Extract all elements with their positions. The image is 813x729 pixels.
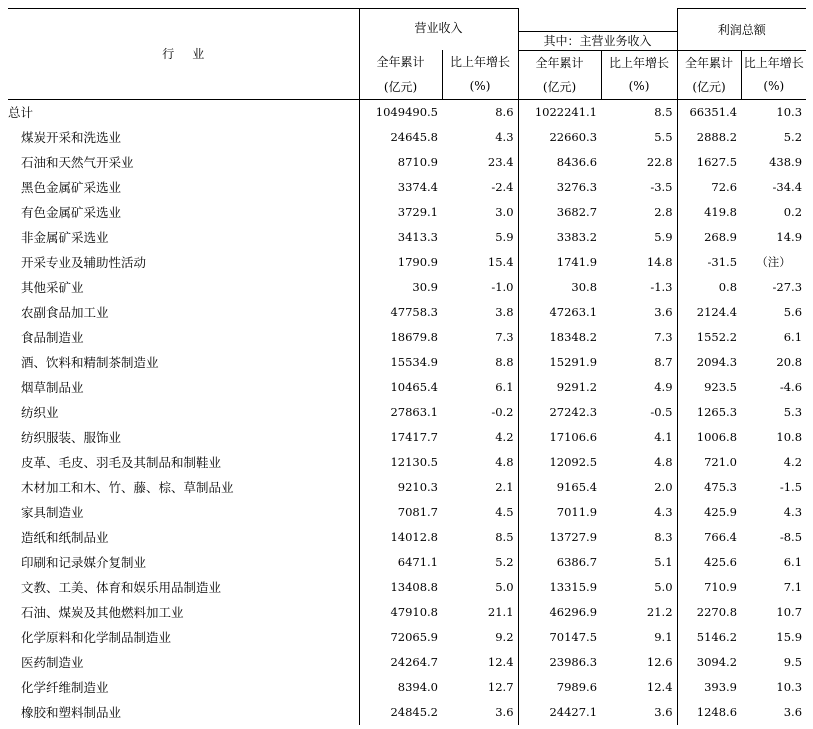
cell-revenue-yoy: 5.0 [442, 575, 518, 600]
cell-industry-name: 木材加工和木、竹、藤、棕、草制品业 [21, 480, 234, 495]
cell-revenue-ytd: 47910.8 [359, 600, 442, 625]
table-row [8, 475, 806, 500]
cell-revenue-ytd: 9210.3 [359, 475, 442, 500]
cell-profit-ytd: 1627.5 [696, 155, 738, 169]
cell-revenue-yoy: -2.4 [442, 175, 518, 200]
cell-industry-name: 文教、工美、体育和娱乐用品制造业 [21, 580, 222, 595]
table-row [8, 675, 806, 700]
header-revenue-yoy: 比上年增长 [442, 50, 518, 74]
cell-main-revenue-ytd: 70147.5 [549, 630, 598, 644]
cell-industry-name: 石油、煤炭及其他燃料加工业 [21, 605, 184, 620]
cell-industry-name: 纺织服装、服饰业 [21, 430, 122, 445]
cell-industry-name: 煤炭开采和洗选业 [21, 130, 122, 145]
cell-industry-name: 有色金属矿采选业 [21, 205, 122, 220]
cell-industry-name: 造纸和纸制品业 [21, 530, 109, 545]
cell-revenue-ytd: 72065.9 [359, 625, 442, 650]
cell-main-revenue-yoy: -3.5 [601, 175, 677, 200]
cell-revenue-yoy: 3.8 [442, 300, 518, 325]
cell-main-revenue-yoy: 8.5 [601, 99, 677, 125]
cell-industry-name: 开采专业及辅助性活动 [21, 255, 147, 270]
table-row [8, 325, 806, 350]
cell-revenue-yoy: 5.9 [442, 225, 518, 250]
cell-revenue-ytd: 17417.7 [359, 425, 442, 450]
cell-main-revenue-yoy: 5.1 [601, 550, 677, 575]
cell-profit-ytd: 1248.6 [696, 705, 738, 719]
cell-revenue-yoy: 2.1 [442, 475, 518, 500]
cell-revenue-ytd: 24645.8 [359, 125, 442, 150]
cell-profit-yoy: -4.6 [779, 380, 803, 394]
cell-main-revenue-ytd: 47263.1 [549, 305, 598, 319]
cell-revenue-ytd: 24264.7 [359, 650, 442, 675]
table-row [8, 250, 806, 275]
cell-main-revenue-ytd: 13315.9 [549, 580, 598, 594]
cell-profit-yoy: 0.2 [783, 205, 803, 219]
cell-revenue-ytd: 7081.7 [359, 500, 442, 525]
cell-main-revenue-ytd: 23986.3 [549, 655, 598, 669]
cell-main-revenue-yoy: 2.8 [601, 200, 677, 225]
cell-profit-yoy: 14.9 [776, 230, 803, 244]
cell-industry-name: 非金属矿采选业 [21, 230, 109, 245]
cell-main-revenue-yoy: 5.9 [601, 225, 677, 250]
table-row [8, 300, 806, 325]
cell-main-revenue-yoy: 9.1 [601, 625, 677, 650]
cell-revenue-yoy: -1.0 [442, 275, 518, 300]
cell-revenue-yoy: 3.6 [442, 700, 518, 725]
table-row [8, 350, 806, 375]
cell-revenue-yoy: 15.4 [442, 250, 518, 275]
header-unit-yi: (亿元) [518, 74, 601, 100]
cell-main-revenue-ytd: 17106.6 [549, 430, 598, 444]
cell-profit-ytd: 766.4 [704, 530, 738, 544]
cell-main-revenue-ytd: 1741.9 [556, 255, 598, 269]
cell-revenue-yoy: 6.1 [442, 375, 518, 400]
cell-main-revenue-ytd: 9291.2 [556, 380, 598, 394]
cell-profit-ytd: 72.6 [711, 180, 738, 194]
cell-main-revenue-ytd: 8436.6 [556, 155, 598, 169]
cell-industry-name: 印刷和记录媒介复制业 [21, 555, 147, 570]
header-unit-pct: (%) [442, 74, 518, 100]
cell-revenue-ytd: 1049490.5 [359, 99, 442, 125]
cell-industry-name: 总计 [8, 105, 34, 120]
header-unit-yi: (亿元) [359, 74, 442, 100]
cell-main-revenue-yoy: 8.7 [601, 350, 677, 375]
cell-main-revenue-yoy: -0.5 [601, 400, 677, 425]
cell-main-revenue-yoy: -1.3 [601, 275, 677, 300]
cell-profit-ytd: 923.5 [704, 380, 738, 394]
header-profit-yoy: 比上年增长 [741, 50, 806, 74]
cell-main-revenue-ytd: 27242.3 [549, 405, 598, 419]
cell-industry-name: 橡胶和塑料制品业 [21, 705, 122, 720]
cell-main-revenue-yoy: 21.2 [601, 600, 677, 625]
cell-profit-ytd: 3094.2 [696, 655, 738, 669]
table-row [8, 125, 806, 150]
table-row [8, 550, 806, 575]
table-row [8, 225, 806, 250]
cell-main-revenue-yoy: 5.5 [601, 125, 677, 150]
cell-revenue-yoy: 4.8 [442, 450, 518, 475]
cell-profit-ytd: 2094.3 [696, 355, 738, 369]
header-profit-ytd: 全年累计 [677, 50, 741, 74]
cell-main-revenue-ytd: 15291.9 [549, 355, 598, 369]
cell-profit-yoy: 20.8 [776, 355, 803, 369]
cell-main-revenue-ytd: 1022241.1 [534, 105, 598, 119]
header-revenue-ytd: 全年累计 [359, 50, 442, 74]
table-row [8, 625, 806, 650]
cell-profit-yoy: 10.3 [776, 105, 803, 119]
cell-main-revenue-yoy: 3.6 [601, 300, 677, 325]
cell-main-revenue-ytd: 3383.2 [556, 230, 598, 244]
table-row [8, 400, 806, 425]
cell-profit-ytd: 66351.4 [689, 105, 738, 119]
cell-profit-yoy: 10.3 [776, 680, 803, 694]
cell-main-revenue-ytd: 30.8 [571, 280, 598, 294]
cell-revenue-ytd: 8394.0 [359, 675, 442, 700]
cell-main-revenue-yoy: 3.6 [601, 700, 677, 725]
cell-revenue-ytd: 30.9 [359, 275, 442, 300]
cell-main-revenue-ytd: 18348.2 [549, 330, 598, 344]
cell-profit-ytd: 5146.2 [696, 630, 738, 644]
cell-revenue-yoy: 21.1 [442, 600, 518, 625]
header-main-ytd: 全年累计 [518, 50, 601, 74]
cell-profit-yoy: -8.5 [779, 530, 803, 544]
cell-industry-name: 食品制造业 [21, 330, 84, 345]
cell-profit-yoy: 4.2 [783, 455, 803, 469]
table-row [8, 600, 806, 625]
cell-main-revenue-yoy: 14.8 [601, 250, 677, 275]
cell-revenue-ytd: 47758.3 [359, 300, 442, 325]
cell-profit-ytd: 419.8 [704, 205, 738, 219]
header-unit-yi: (亿元) [677, 74, 741, 100]
cell-industry-name: 医药制造业 [21, 655, 84, 670]
table-body [8, 99, 806, 725]
cell-revenue-yoy: 4.3 [442, 125, 518, 150]
cell-profit-yoy: 9.5 [783, 655, 803, 669]
cell-profit-ytd: 1006.8 [696, 430, 738, 444]
cell-main-revenue-yoy: 7.3 [601, 325, 677, 350]
table-row [8, 700, 806, 725]
cell-main-revenue-ytd: 6386.7 [556, 555, 598, 569]
cell-revenue-yoy: 3.0 [442, 200, 518, 225]
industry-statistics-table [8, 8, 806, 725]
cell-profit-yoy: （注） [756, 255, 791, 269]
cell-revenue-ytd: 18679.8 [359, 325, 442, 350]
table-header [8, 9, 806, 100]
table-row [8, 575, 806, 600]
cell-profit-ytd: 2124.4 [696, 305, 738, 319]
cell-profit-yoy: 10.8 [776, 430, 803, 444]
cell-revenue-yoy: -0.2 [442, 400, 518, 425]
cell-main-revenue-yoy: 4.1 [601, 425, 677, 450]
cell-revenue-ytd: 3729.1 [359, 200, 442, 225]
cell-main-revenue-ytd: 3276.3 [556, 180, 598, 194]
cell-revenue-yoy: 23.4 [442, 150, 518, 175]
cell-profit-yoy: 438.9 [769, 155, 803, 169]
cell-profit-ytd: 425.9 [704, 505, 738, 519]
cell-profit-ytd: 268.9 [704, 230, 738, 244]
cell-revenue-ytd: 14012.8 [359, 525, 442, 550]
cell-main-revenue-yoy: 22.8 [601, 150, 677, 175]
cell-profit-ytd: 393.9 [704, 680, 738, 694]
cell-revenue-ytd: 15534.9 [359, 350, 442, 375]
cell-industry-name: 石油和天然气开采业 [21, 155, 134, 170]
cell-revenue-ytd: 10465.4 [359, 375, 442, 400]
cell-main-revenue-yoy: 12.6 [601, 650, 677, 675]
table-row [8, 450, 806, 475]
cell-industry-name: 其他采矿业 [21, 280, 84, 295]
cell-profit-yoy: 5.2 [783, 130, 803, 144]
cell-revenue-yoy: 4.2 [442, 425, 518, 450]
cell-revenue-ytd: 8710.9 [359, 150, 442, 175]
cell-profit-yoy: -27.3 [772, 280, 803, 294]
cell-profit-ytd: 721.0 [704, 455, 738, 469]
cell-profit-ytd: 0.8 [718, 280, 738, 294]
cell-main-revenue-yoy: 2.0 [601, 475, 677, 500]
table-row [8, 99, 806, 125]
table-row [8, 375, 806, 400]
cell-profit-yoy: 15.9 [776, 630, 803, 644]
cell-revenue-yoy: 8.8 [442, 350, 518, 375]
cell-main-revenue-ytd: 13727.9 [549, 530, 598, 544]
cell-revenue-ytd: 3374.4 [359, 175, 442, 200]
table-row [8, 275, 806, 300]
cell-main-revenue-yoy: 5.0 [601, 575, 677, 600]
cell-industry-name: 酒、饮料和精制茶制造业 [21, 355, 159, 370]
cell-revenue-yoy: 5.2 [442, 550, 518, 575]
cell-profit-yoy: -1.5 [779, 480, 803, 494]
cell-industry-name: 化学纤维制造业 [21, 680, 109, 695]
cell-main-revenue-ytd: 24427.1 [549, 705, 598, 719]
table-row [8, 200, 806, 225]
cell-profit-yoy: 5.6 [783, 305, 803, 319]
cell-industry-name: 烟草制品业 [21, 380, 84, 395]
cell-profit-yoy: 6.1 [783, 555, 803, 569]
cell-industry-name: 皮革、毛皮、羽毛及其制品和制鞋业 [21, 455, 222, 470]
cell-main-revenue-yoy: 8.3 [601, 525, 677, 550]
table-row [8, 650, 806, 675]
cell-profit-yoy: 6.1 [783, 330, 803, 344]
cell-revenue-ytd: 1790.9 [359, 250, 442, 275]
cell-profit-ytd: 710.9 [704, 580, 738, 594]
cell-main-revenue-ytd: 7011.9 [556, 505, 598, 519]
cell-revenue-yoy: 8.6 [442, 99, 518, 125]
cell-profit-yoy: 5.3 [783, 405, 803, 419]
cell-profit-yoy: 7.1 [783, 580, 803, 594]
header-revenue: 营业收入 [359, 9, 518, 51]
cell-main-revenue-ytd: 12092.5 [549, 455, 598, 469]
cell-main-revenue-ytd: 46296.9 [549, 605, 598, 619]
cell-profit-ytd: 1265.3 [696, 405, 738, 419]
cell-profit-ytd: 425.6 [704, 555, 738, 569]
cell-main-revenue-ytd: 22660.3 [549, 130, 598, 144]
table-row [8, 500, 806, 525]
cell-main-revenue-ytd: 7989.6 [556, 680, 598, 694]
table-row [8, 525, 806, 550]
header-industry: 行业 [8, 9, 359, 100]
cell-profit-yoy: 4.3 [783, 505, 803, 519]
cell-revenue-ytd: 24845.2 [359, 700, 442, 725]
cell-industry-name: 家具制造业 [21, 505, 84, 520]
cell-revenue-yoy: 12.7 [442, 675, 518, 700]
cell-profit-yoy: 3.6 [783, 705, 803, 719]
cell-revenue-yoy: 7.3 [442, 325, 518, 350]
cell-main-revenue-yoy: 4.9 [601, 375, 677, 400]
header-unit-pct: (%) [741, 74, 806, 100]
cell-main-revenue-yoy: 4.3 [601, 500, 677, 525]
header-spacer [518, 9, 677, 32]
cell-revenue-yoy: 4.5 [442, 500, 518, 525]
cell-profit-ytd: 2888.2 [696, 130, 738, 144]
cell-profit-ytd: -31.5 [707, 255, 738, 269]
cell-revenue-ytd: 13408.8 [359, 575, 442, 600]
cell-revenue-ytd: 27863.1 [359, 400, 442, 425]
cell-profit-ytd: 475.3 [704, 480, 738, 494]
cell-industry-name: 化学原料和化学制品制造业 [21, 630, 172, 645]
cell-main-revenue-ytd: 3682.7 [556, 205, 598, 219]
cell-main-revenue-yoy: 12.4 [601, 675, 677, 700]
cell-revenue-yoy: 8.5 [442, 525, 518, 550]
header-main-yoy: 比上年增长 [601, 50, 677, 74]
table-row [8, 150, 806, 175]
header-unit-pct: (%) [601, 74, 677, 100]
cell-revenue-yoy: 9.2 [442, 625, 518, 650]
cell-profit-ytd: 2270.8 [696, 605, 738, 619]
cell-industry-name: 农副食品加工业 [21, 305, 109, 320]
cell-revenue-ytd: 3413.3 [359, 225, 442, 250]
header-main-revenue: 其中：主营业务收入 [518, 31, 677, 50]
header-profit: 利润总额 [677, 9, 806, 51]
cell-profit-yoy: -34.4 [772, 180, 803, 194]
cell-revenue-ytd: 6471.1 [359, 550, 442, 575]
cell-revenue-ytd: 12130.5 [359, 450, 442, 475]
table-row [8, 175, 806, 200]
cell-main-revenue-yoy: 4.8 [601, 450, 677, 475]
cell-industry-name: 纺织业 [21, 405, 59, 420]
cell-main-revenue-ytd: 9165.4 [556, 480, 598, 494]
cell-profit-ytd: 1552.2 [696, 330, 738, 344]
table-row [8, 425, 806, 450]
cell-profit-yoy: 10.7 [776, 605, 803, 619]
cell-industry-name: 黑色金属矿采选业 [21, 180, 122, 195]
cell-revenue-yoy: 12.4 [442, 650, 518, 675]
